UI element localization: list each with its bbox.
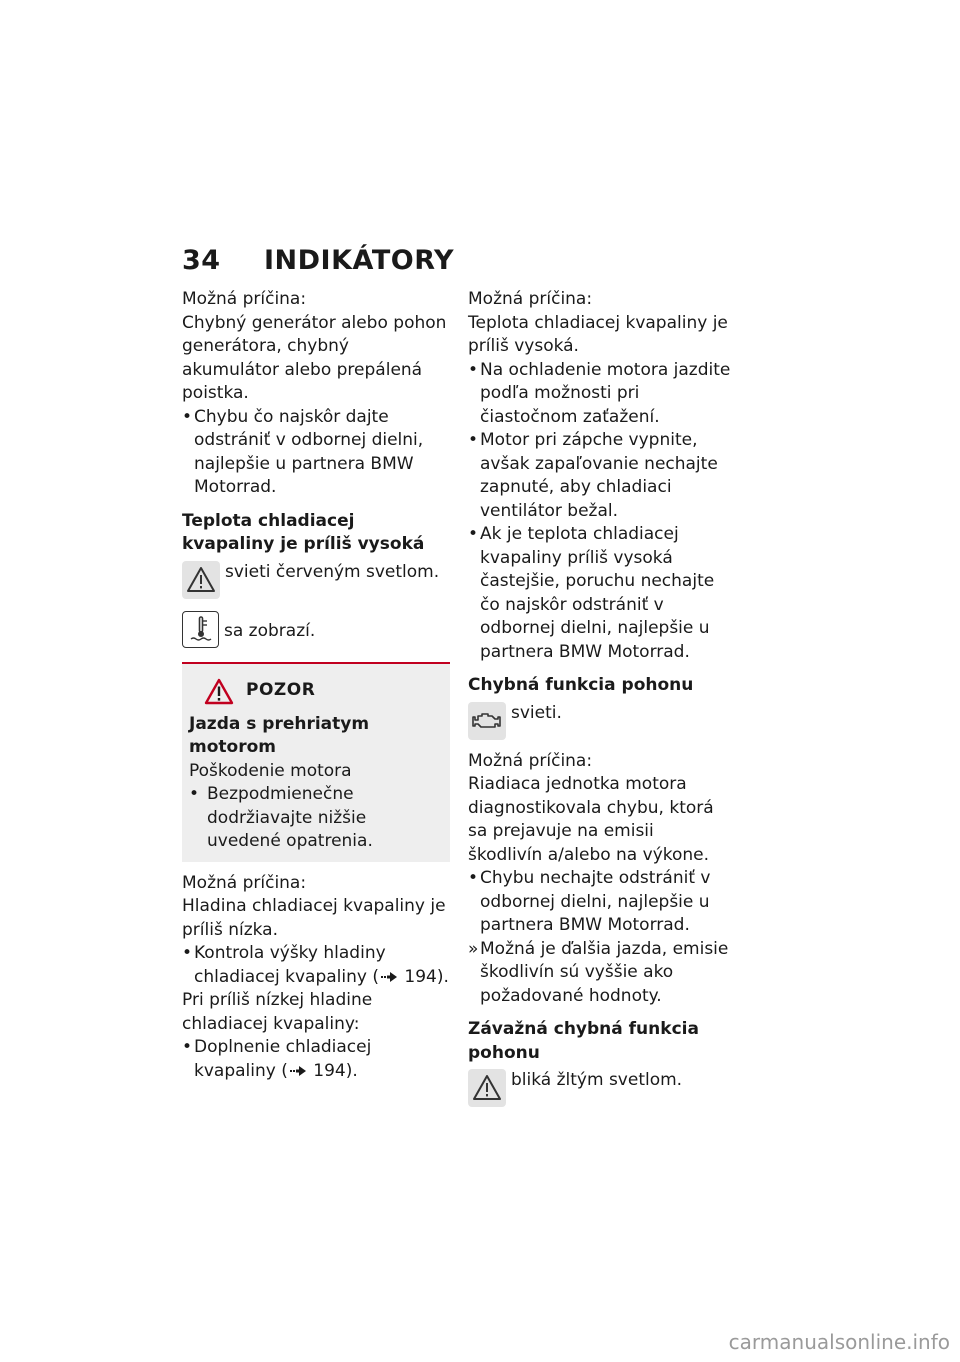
- caution-subtext: Poškodenie motora: [189, 760, 352, 781]
- drive-fault-heading: Chybná funkcia pohonu: [468, 675, 694, 695]
- serious-fault-icon-text: bliká žltým svetlom.: [511, 1070, 683, 1090]
- page-reference[interactable]: 194).: [313, 1060, 358, 1081]
- page-reference[interactable]: 194).: [404, 966, 449, 987]
- cause-text-2: Pri príliš nízkej hladine chladiacej kvapaliny:: [182, 990, 373, 1034]
- bullet-item: • Chybu nechajte odstrániť v odbornej dielni, najlepšie u partnera BMW Motorrad.: [468, 867, 733, 938]
- cause-label: Možná príčina:: [182, 289, 307, 309]
- caution-heading: Jazda s prehriatym motorom: [189, 713, 370, 757]
- coolant-icon-text: svieti červeným svetlom.: [225, 561, 440, 582]
- page-reference-arrow-icon: [290, 1066, 306, 1076]
- right-column: [468, 288, 733, 1107]
- coolant-temp-text: sa zobrazí.: [224, 620, 316, 641]
- serious-fault-row: [468, 1069, 733, 1107]
- result-item: » Možná je ďalšia jazda, emisie škodlivín sú vyššie ako požadované hodnoty.: [468, 938, 733, 1009]
- bullet-item: • Chybu čo najskôr dajte odstrániť v odbornej dielni, najlepšie u partnera BMW Motorrad.: [182, 406, 450, 500]
- page-header: [182, 245, 454, 276]
- page-title: INDIKÁTORY: [264, 245, 455, 276]
- cause-text: Chybný generátor alebo pohon generátora, chybný akumulátor alebo prepálená poistka.: [182, 312, 447, 403]
- watermark[interactable]: carmanualsonline.info: [728, 1330, 950, 1354]
- coolant-temperature-icon: [182, 611, 219, 648]
- coolant-warning-row: [182, 561, 450, 599]
- caution-triangle-icon: [204, 678, 234, 705]
- warning-triangle-icon: [468, 1069, 506, 1107]
- page-reference-arrow-icon: [381, 972, 397, 982]
- bullet-item: • Na ochladenie motora jazdite podľa možnosti pri čiastočnom zaťažení.: [468, 359, 733, 430]
- bullet-item: [182, 1036, 450, 1083]
- coolant-temp-row: [182, 611, 450, 648]
- drive-fault-icon-text: svieti.: [511, 702, 562, 723]
- drive-fault-row: [468, 702, 733, 740]
- warning-triangle-icon: [182, 561, 220, 599]
- cause-text: Hladina chladiacej kvapaliny je príliš nízka.: [182, 896, 446, 940]
- caution-label: POZOR: [246, 680, 316, 701]
- cause-label: Možná príčina:: [468, 750, 593, 771]
- caution-title: [204, 678, 442, 705]
- bullet-item: [182, 942, 450, 989]
- cause-text: Teplota chladiacej kvapaliny je príliš vysoká.: [468, 312, 728, 356]
- cause-label: Možná príčina:: [468, 289, 593, 309]
- engine-icon: [468, 702, 506, 740]
- cause-label: Možná príčina:: [182, 872, 307, 893]
- caution-bullet: • Bezpodmienečne dodržiavajte nižšie uvedené opatrenia.: [189, 783, 442, 854]
- bullet-text: Doplnenie chladiacej kvapaliny (: [194, 1037, 372, 1081]
- cause-text: Riadiaca jednotka motora diagnostikovala chybu, ktorá sa prejavuje na emisii škodlivín a/alebo na výkone.: [468, 774, 714, 865]
- coolant-heading: Teplota chladiacej kvapaliny je príliš vysoká: [182, 510, 425, 554]
- bullet-text: Kontrola výšky hladiny chladiacej kvapaliny (: [194, 943, 386, 987]
- caution-box: [182, 662, 450, 862]
- left-column: [182, 288, 450, 1083]
- page-number: 34: [182, 245, 221, 276]
- serious-fault-heading: Závažná chybná funkcia pohonu: [468, 1019, 699, 1063]
- bullet-item: • Motor pri zápche vypnite, avšak zapaľovanie nechajte zapnuté, aby chladiaci ventilátor bežal.: [468, 429, 733, 523]
- bullet-item: • Ak je teplota chladiacej kvapaliny príliš vysoká častejšie, poruchu nechajte čo najskôr odstrániť v odbornej dielni, najlepšie u partnera BMW Motorrad.: [468, 523, 733, 664]
